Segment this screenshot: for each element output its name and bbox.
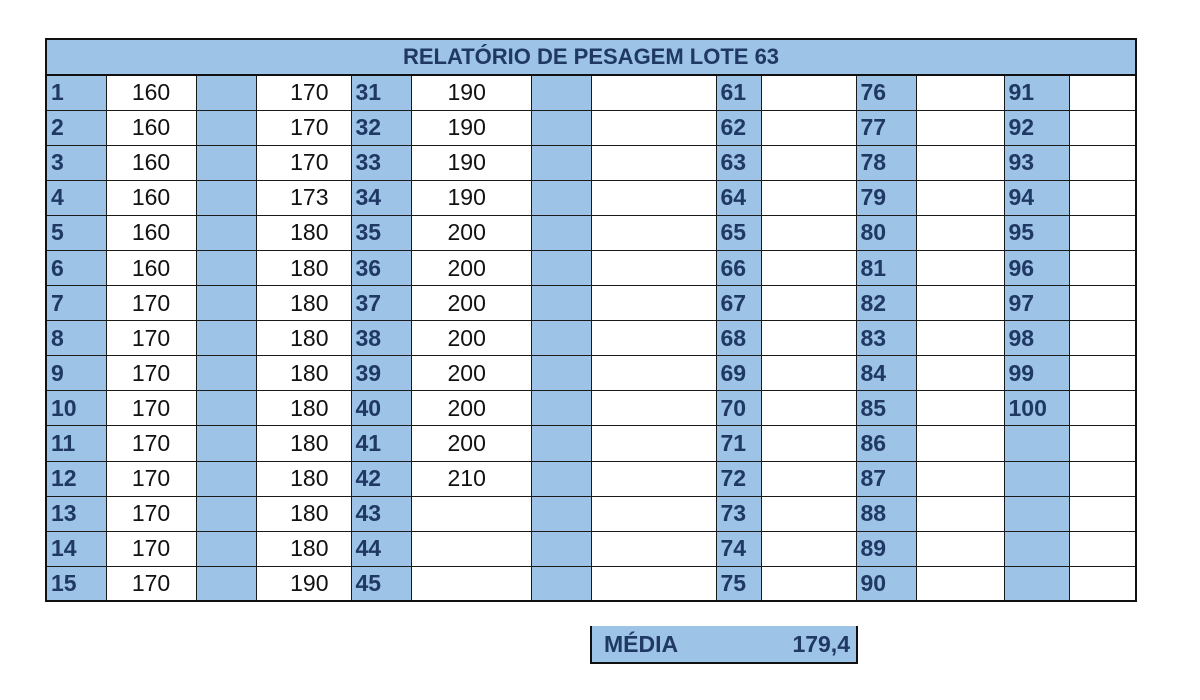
cell-w5 (761, 321, 856, 356)
cell-n5: 92 (1004, 110, 1069, 145)
cell-w3: 200 (411, 321, 531, 356)
cell-w6 (916, 145, 1004, 180)
cell-w2: 180 (256, 250, 351, 285)
cell-w6 (916, 110, 1004, 145)
cell-w7 (1069, 321, 1136, 356)
cell-n4: 86 (856, 426, 916, 461)
cell-w7 (1069, 356, 1136, 391)
cell-w7 (1069, 286, 1136, 321)
cell-n1: 9 (46, 356, 106, 391)
cell-n5: 98 (1004, 321, 1069, 356)
cell-n3: 61 (716, 75, 761, 110)
cell-w4 (591, 321, 716, 356)
average-box (590, 626, 858, 664)
average-label: MÉDIA (604, 630, 679, 657)
table-row (46, 215, 1136, 250)
cell-w7 (1069, 75, 1136, 110)
cell-n1: 6 (46, 250, 106, 285)
cell-n3: 68 (716, 321, 761, 356)
cell-w3: 190 (411, 145, 531, 180)
cell-w4 (591, 461, 716, 496)
cell-n5: 94 (1004, 180, 1069, 215)
cell-n1: 3 (46, 145, 106, 180)
cell-w4 (591, 75, 716, 110)
cell-n5: 96 (1004, 250, 1069, 285)
cell-w7 (1069, 215, 1136, 250)
cell-n2: 37 (351, 286, 411, 321)
cell-n1: 11 (46, 426, 106, 461)
cell-w6 (916, 531, 1004, 566)
cell-w3: 190 (411, 180, 531, 215)
cell-w1: 170 (106, 496, 196, 531)
cell-n4: 84 (856, 356, 916, 391)
cell-w2: 180 (256, 321, 351, 356)
cell-n5 (1004, 426, 1069, 461)
cell-w2: 180 (256, 496, 351, 531)
cell-w6 (916, 461, 1004, 496)
cell-w2: 170 (256, 145, 351, 180)
cell-blank1 (196, 321, 256, 356)
cell-n4: 88 (856, 496, 916, 531)
cell-blank2 (531, 496, 591, 531)
cell-n3: 72 (716, 461, 761, 496)
cell-w2: 190 (256, 566, 351, 601)
cell-w4 (591, 110, 716, 145)
cell-n5: 100 (1004, 391, 1069, 426)
cell-blank1 (196, 286, 256, 321)
cell-n2: 39 (351, 356, 411, 391)
cell-blank2 (531, 531, 591, 566)
cell-w4 (591, 215, 716, 250)
cell-w6 (916, 250, 1004, 285)
table-row (46, 286, 1136, 321)
title-row (46, 39, 1136, 75)
cell-n1: 8 (46, 321, 106, 356)
cell-blank1 (196, 75, 256, 110)
cell-w6 (916, 566, 1004, 601)
cell-n3: 65 (716, 215, 761, 250)
cell-w5 (761, 145, 856, 180)
cell-w1: 160 (106, 250, 196, 285)
cell-n2: 45 (351, 566, 411, 601)
cell-w1: 170 (106, 321, 196, 356)
cell-w7 (1069, 110, 1136, 145)
cell-w5 (761, 356, 856, 391)
cell-blank2 (531, 145, 591, 180)
cell-w1: 160 (106, 145, 196, 180)
cell-w5 (761, 531, 856, 566)
cell-w4 (591, 356, 716, 391)
cell-w5 (761, 391, 856, 426)
cell-w1: 170 (106, 286, 196, 321)
cell-n4: 90 (856, 566, 916, 601)
cell-blank2 (531, 180, 591, 215)
cell-w2: 173 (256, 180, 351, 215)
cell-w1: 170 (106, 356, 196, 391)
cell-w1: 160 (106, 75, 196, 110)
cell-n3: 63 (716, 145, 761, 180)
table-row (46, 321, 1136, 356)
cell-w1: 170 (106, 391, 196, 426)
cell-n4: 82 (856, 286, 916, 321)
cell-w2: 180 (256, 531, 351, 566)
cell-w4 (591, 531, 716, 566)
cell-w7 (1069, 566, 1136, 601)
cell-w5 (761, 75, 856, 110)
cell-w7 (1069, 531, 1136, 566)
cell-n5 (1004, 566, 1069, 601)
cell-w1: 170 (106, 426, 196, 461)
cell-w2: 180 (256, 461, 351, 496)
cell-n1: 4 (46, 180, 106, 215)
cell-w5 (761, 250, 856, 285)
cell-blank1 (196, 391, 256, 426)
cell-w2: 180 (256, 215, 351, 250)
cell-w6 (916, 426, 1004, 461)
cell-n5 (1004, 461, 1069, 496)
cell-n2: 33 (351, 145, 411, 180)
cell-w1: 160 (106, 110, 196, 145)
cell-w2: 180 (256, 391, 351, 426)
cell-n3: 70 (716, 391, 761, 426)
cell-n4: 87 (856, 461, 916, 496)
cell-blank1 (196, 215, 256, 250)
cell-n2: 32 (351, 110, 411, 145)
cell-n5: 97 (1004, 286, 1069, 321)
cell-blank2 (531, 321, 591, 356)
cell-n1: 15 (46, 566, 106, 601)
cell-w3 (411, 531, 531, 566)
cell-n1: 14 (46, 531, 106, 566)
cell-n1: 7 (46, 286, 106, 321)
cell-n5 (1004, 496, 1069, 531)
cell-n2: 40 (351, 391, 411, 426)
cell-n5: 93 (1004, 145, 1069, 180)
cell-w2: 170 (256, 75, 351, 110)
cell-n4: 79 (856, 180, 916, 215)
table-row (46, 356, 1136, 391)
cell-w1: 160 (106, 215, 196, 250)
cell-blank2 (531, 215, 591, 250)
cell-w7 (1069, 496, 1136, 531)
cell-w5 (761, 496, 856, 531)
cell-w5 (761, 110, 856, 145)
cell-w7 (1069, 145, 1136, 180)
cell-w3 (411, 496, 531, 531)
cell-w3: 190 (411, 110, 531, 145)
report-title: RELATÓRIO DE PESAGEM LOTE 63 (46, 39, 1136, 75)
cell-blank1 (196, 461, 256, 496)
cell-n5 (1004, 531, 1069, 566)
cell-n3: 73 (716, 496, 761, 531)
cell-w6 (916, 75, 1004, 110)
cell-n4: 89 (856, 531, 916, 566)
cell-w6 (916, 215, 1004, 250)
cell-w6 (916, 180, 1004, 215)
cell-n3: 69 (716, 356, 761, 391)
cell-n1: 12 (46, 461, 106, 496)
cell-blank2 (531, 461, 591, 496)
weighing-report-table (45, 38, 1137, 602)
cell-n1: 13 (46, 496, 106, 531)
cell-n2: 34 (351, 180, 411, 215)
cell-w7 (1069, 250, 1136, 285)
cell-w4 (591, 180, 716, 215)
cell-w7 (1069, 180, 1136, 215)
cell-w4 (591, 426, 716, 461)
table-row (46, 531, 1136, 566)
cell-w3: 200 (411, 215, 531, 250)
cell-blank2 (531, 75, 591, 110)
table-row (46, 426, 1136, 461)
cell-n2: 41 (351, 426, 411, 461)
table-row (46, 75, 1136, 110)
cell-w6 (916, 286, 1004, 321)
cell-w1: 170 (106, 566, 196, 601)
cell-w2: 170 (256, 110, 351, 145)
cell-w2: 180 (256, 286, 351, 321)
cell-n2: 35 (351, 215, 411, 250)
cell-w3: 210 (411, 461, 531, 496)
cell-w3 (411, 566, 531, 601)
cell-w2: 180 (256, 356, 351, 391)
cell-blank2 (531, 110, 591, 145)
cell-w6 (916, 321, 1004, 356)
table-row (46, 461, 1136, 496)
cell-n4: 80 (856, 215, 916, 250)
cell-w6 (916, 356, 1004, 391)
cell-w5 (761, 426, 856, 461)
cell-w4 (591, 250, 716, 285)
cell-n4: 76 (856, 75, 916, 110)
cell-w5 (761, 286, 856, 321)
cell-blank2 (531, 356, 591, 391)
cell-n1: 5 (46, 215, 106, 250)
cell-w1: 170 (106, 461, 196, 496)
cell-n2: 31 (351, 75, 411, 110)
cell-w5 (761, 461, 856, 496)
cell-blank1 (196, 110, 256, 145)
cell-n3: 66 (716, 250, 761, 285)
cell-w4 (591, 496, 716, 531)
cell-blank1 (196, 531, 256, 566)
table-row (46, 110, 1136, 145)
cell-w1: 160 (106, 180, 196, 215)
cell-w5 (761, 180, 856, 215)
cell-n3: 64 (716, 180, 761, 215)
cell-blank1 (196, 426, 256, 461)
cell-n5: 99 (1004, 356, 1069, 391)
cell-n3: 62 (716, 110, 761, 145)
cell-w6 (916, 391, 1004, 426)
cell-n4: 83 (856, 321, 916, 356)
cell-w4 (591, 566, 716, 601)
table-row (46, 250, 1136, 285)
cell-n2: 36 (351, 250, 411, 285)
cell-n1: 10 (46, 391, 106, 426)
cell-w7 (1069, 426, 1136, 461)
cell-n3: 75 (716, 566, 761, 601)
cell-w5 (761, 215, 856, 250)
cell-n5: 91 (1004, 75, 1069, 110)
cell-n2: 43 (351, 496, 411, 531)
cell-blank2 (531, 566, 591, 601)
cell-w3: 200 (411, 356, 531, 391)
cell-blank1 (196, 356, 256, 391)
cell-n2: 42 (351, 461, 411, 496)
cell-w3: 200 (411, 426, 531, 461)
cell-w4 (591, 286, 716, 321)
cell-w3: 200 (411, 286, 531, 321)
cell-n5: 95 (1004, 215, 1069, 250)
cell-w7 (1069, 391, 1136, 426)
cell-n2: 38 (351, 321, 411, 356)
cell-n1: 1 (46, 75, 106, 110)
average-value: 179,4 (792, 630, 850, 657)
table-row (46, 391, 1136, 426)
cell-w3: 200 (411, 250, 531, 285)
cell-w3: 200 (411, 391, 531, 426)
cell-n4: 78 (856, 145, 916, 180)
cell-blank2 (531, 250, 591, 285)
cell-blank1 (196, 180, 256, 215)
cell-n4: 81 (856, 250, 916, 285)
table-row (46, 180, 1136, 215)
cell-w1: 170 (106, 531, 196, 566)
cell-n3: 71 (716, 426, 761, 461)
cell-blank2 (531, 391, 591, 426)
cell-w3: 190 (411, 75, 531, 110)
cell-w4 (591, 145, 716, 180)
cell-w2: 180 (256, 426, 351, 461)
cell-n3: 67 (716, 286, 761, 321)
cell-n4: 85 (856, 391, 916, 426)
cell-blank2 (531, 426, 591, 461)
cell-blank1 (196, 145, 256, 180)
cell-n3: 74 (716, 531, 761, 566)
table-row (46, 145, 1136, 180)
cell-blank1 (196, 496, 256, 531)
cell-w5 (761, 566, 856, 601)
cell-n1: 2 (46, 110, 106, 145)
table-row (46, 566, 1136, 601)
cell-blank1 (196, 566, 256, 601)
table-row (46, 496, 1136, 531)
cell-w4 (591, 391, 716, 426)
cell-n4: 77 (856, 110, 916, 145)
cell-blank1 (196, 250, 256, 285)
cell-w7 (1069, 461, 1136, 496)
cell-n2: 44 (351, 531, 411, 566)
cell-blank2 (531, 286, 591, 321)
cell-w6 (916, 496, 1004, 531)
